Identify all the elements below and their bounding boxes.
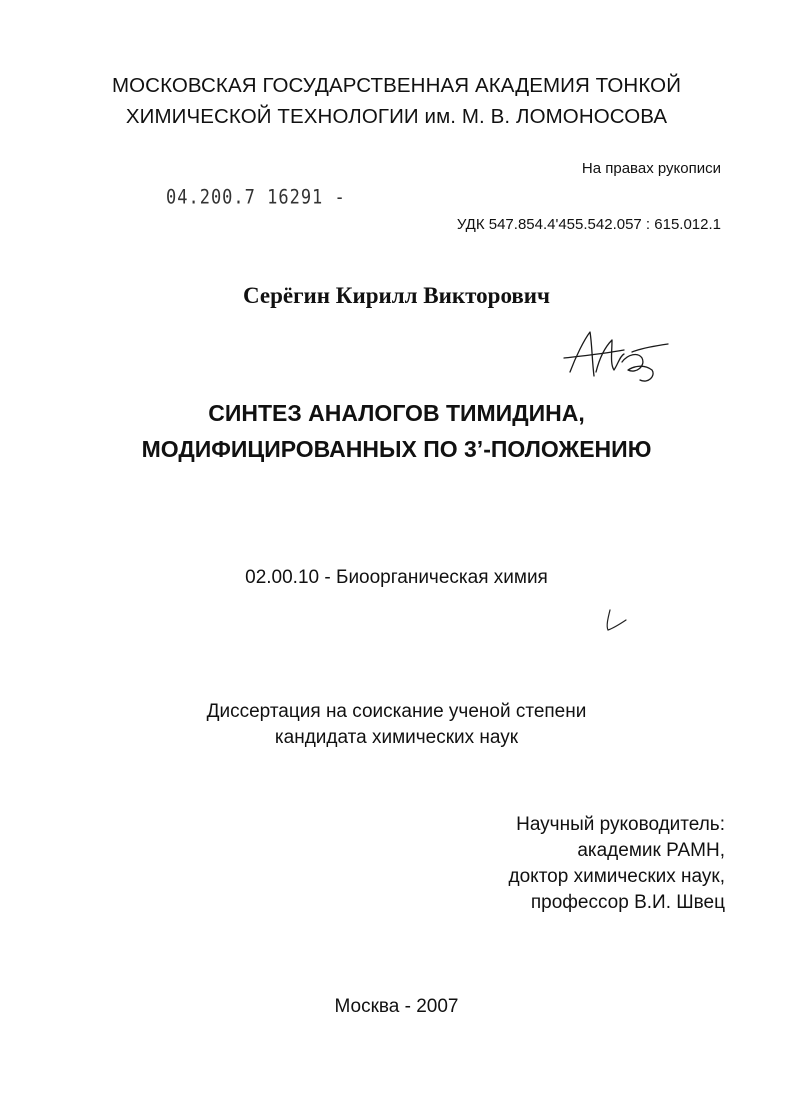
- dissertation-title: [0, 395, 793, 467]
- institution-name: [0, 70, 793, 132]
- author-name: Серёгин Кирилл Викторович: [242, 283, 551, 308]
- city-year: Москва - 2007: [334, 996, 459, 1017]
- supervisor-title-2: доктор химических наук,: [508, 866, 725, 887]
- handwritten-signature: [562, 326, 672, 396]
- degree-line-2: кандидата химических наук: [274, 727, 519, 748]
- degree-line-1: Диссертация на соискание ученой степени: [206, 701, 587, 722]
- supervisor-block: [509, 812, 725, 916]
- title-line-1: СИНТЕЗ АНАЛОГОВ ТИМИДИНА,: [208, 400, 585, 426]
- supervisor-name: профессор В.И. Швец: [530, 892, 725, 913]
- institution-line-1: МОСКОВСКАЯ ГОСУДАРСТВЕННАЯ АКАДЕМИЯ ТОНКОЙ: [111, 74, 682, 97]
- specialty-code: 02.00.10 - Биоорганическая химия: [245, 567, 548, 588]
- supervisor-heading: Научный руководитель:: [516, 814, 725, 835]
- handwritten-mark: [602, 606, 632, 636]
- registration-stamp-number: 04.200.7 16291 -: [166, 186, 346, 209]
- udc-code: УДК 547.854.4'455.542.057 : 615.012.1: [456, 216, 721, 233]
- degree-statement: [0, 699, 793, 751]
- institution-line-2: ХИМИЧЕСКОЙ ТЕХНОЛОГИИ им. М. В. ЛОМОНОСОВА: [125, 105, 668, 128]
- title-line-2: МОДИФИЦИРОВАННЫХ ПО 3’-ПОЛОЖЕНИЮ: [141, 436, 652, 462]
- manuscript-rights-note: На правах рукописи: [581, 160, 721, 177]
- supervisor-title-1: академик РАМН,: [577, 840, 725, 861]
